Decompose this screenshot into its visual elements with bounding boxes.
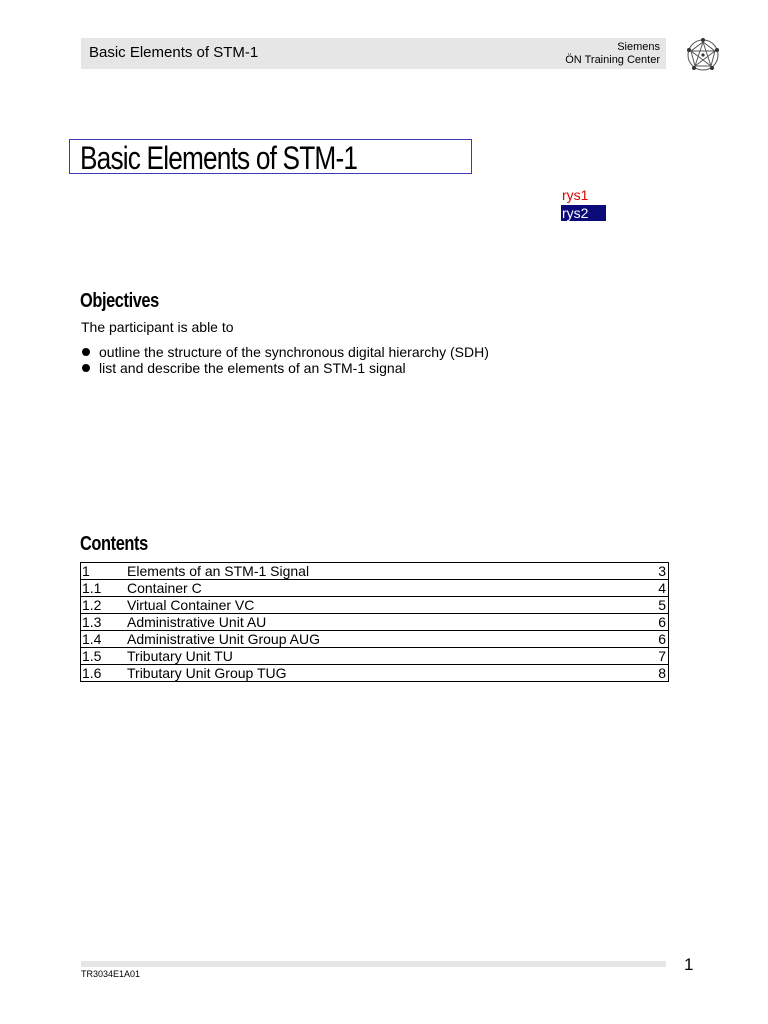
tag-rys1: rys1 [562,187,589,203]
objectives-intro: The participant is able to [81,319,234,335]
page-number: 1 [684,955,694,974]
toc-page: 6 [641,631,668,648]
toc-title: Administrative Unit Group AUG [127,631,641,648]
toc-number: 1.4 [81,631,128,648]
document-title: Basic Elements of STM-1 [80,140,358,176]
objective-text: outline the structure of the synchronous digital hierarchy (SDH) [99,344,489,360]
header-organization [565,41,660,67]
objective-text: list and describe the elements of an STM-1 signal [99,360,406,376]
toc-title: Administrative Unit AU [127,614,641,631]
toc-page: 5 [641,597,668,614]
contents-heading: Contents [80,533,148,555]
objectives-heading: Objectives [80,290,159,312]
table-row[interactable] [81,580,669,597]
footer-bar [81,961,666,967]
table-row[interactable] [81,614,669,631]
bullet-icon [82,348,90,356]
toc-page: 7 [641,648,668,665]
header-org-center: ÖN Training Center [565,54,660,66]
toc-number: 1.3 [81,614,128,631]
toc-title: Tributary Unit TU [127,648,641,665]
toc-number: 1.1 [81,580,128,597]
header-title: Basic Elements of STM-1 [89,44,259,61]
document-title-box [69,139,472,174]
table-row[interactable] [81,563,669,580]
tag-rys2: rys2 [561,205,606,221]
header-org-name: Siemens [617,41,660,53]
toc-title: Virtual Container VC [127,597,641,614]
contents-table [80,562,669,682]
siemens-network-logo-icon [684,36,722,74]
toc-page: 3 [641,563,668,580]
objectives-list [81,344,489,376]
table-row[interactable] [81,631,669,648]
table-row[interactable] [81,648,669,665]
toc-number: 1.6 [81,665,128,682]
toc-page: 6 [641,614,668,631]
toc-page: 8 [641,665,668,682]
toc-number: 1 [81,563,128,580]
list-item [81,360,489,376]
page-header [81,38,666,69]
list-item [81,344,489,360]
toc-page: 4 [641,580,668,597]
bullet-icon [82,364,90,372]
toc-title: Container C [127,580,641,597]
toc-title: Elements of an STM-1 Signal [127,563,641,580]
table-row[interactable] [81,597,669,614]
document-code: TR3034E1A01 [81,969,141,979]
toc-number: 1.5 [81,648,128,665]
table-row[interactable] [81,665,669,682]
toc-number: 1.2 [81,597,128,614]
toc-title: Tributary Unit Group TUG [127,665,641,682]
